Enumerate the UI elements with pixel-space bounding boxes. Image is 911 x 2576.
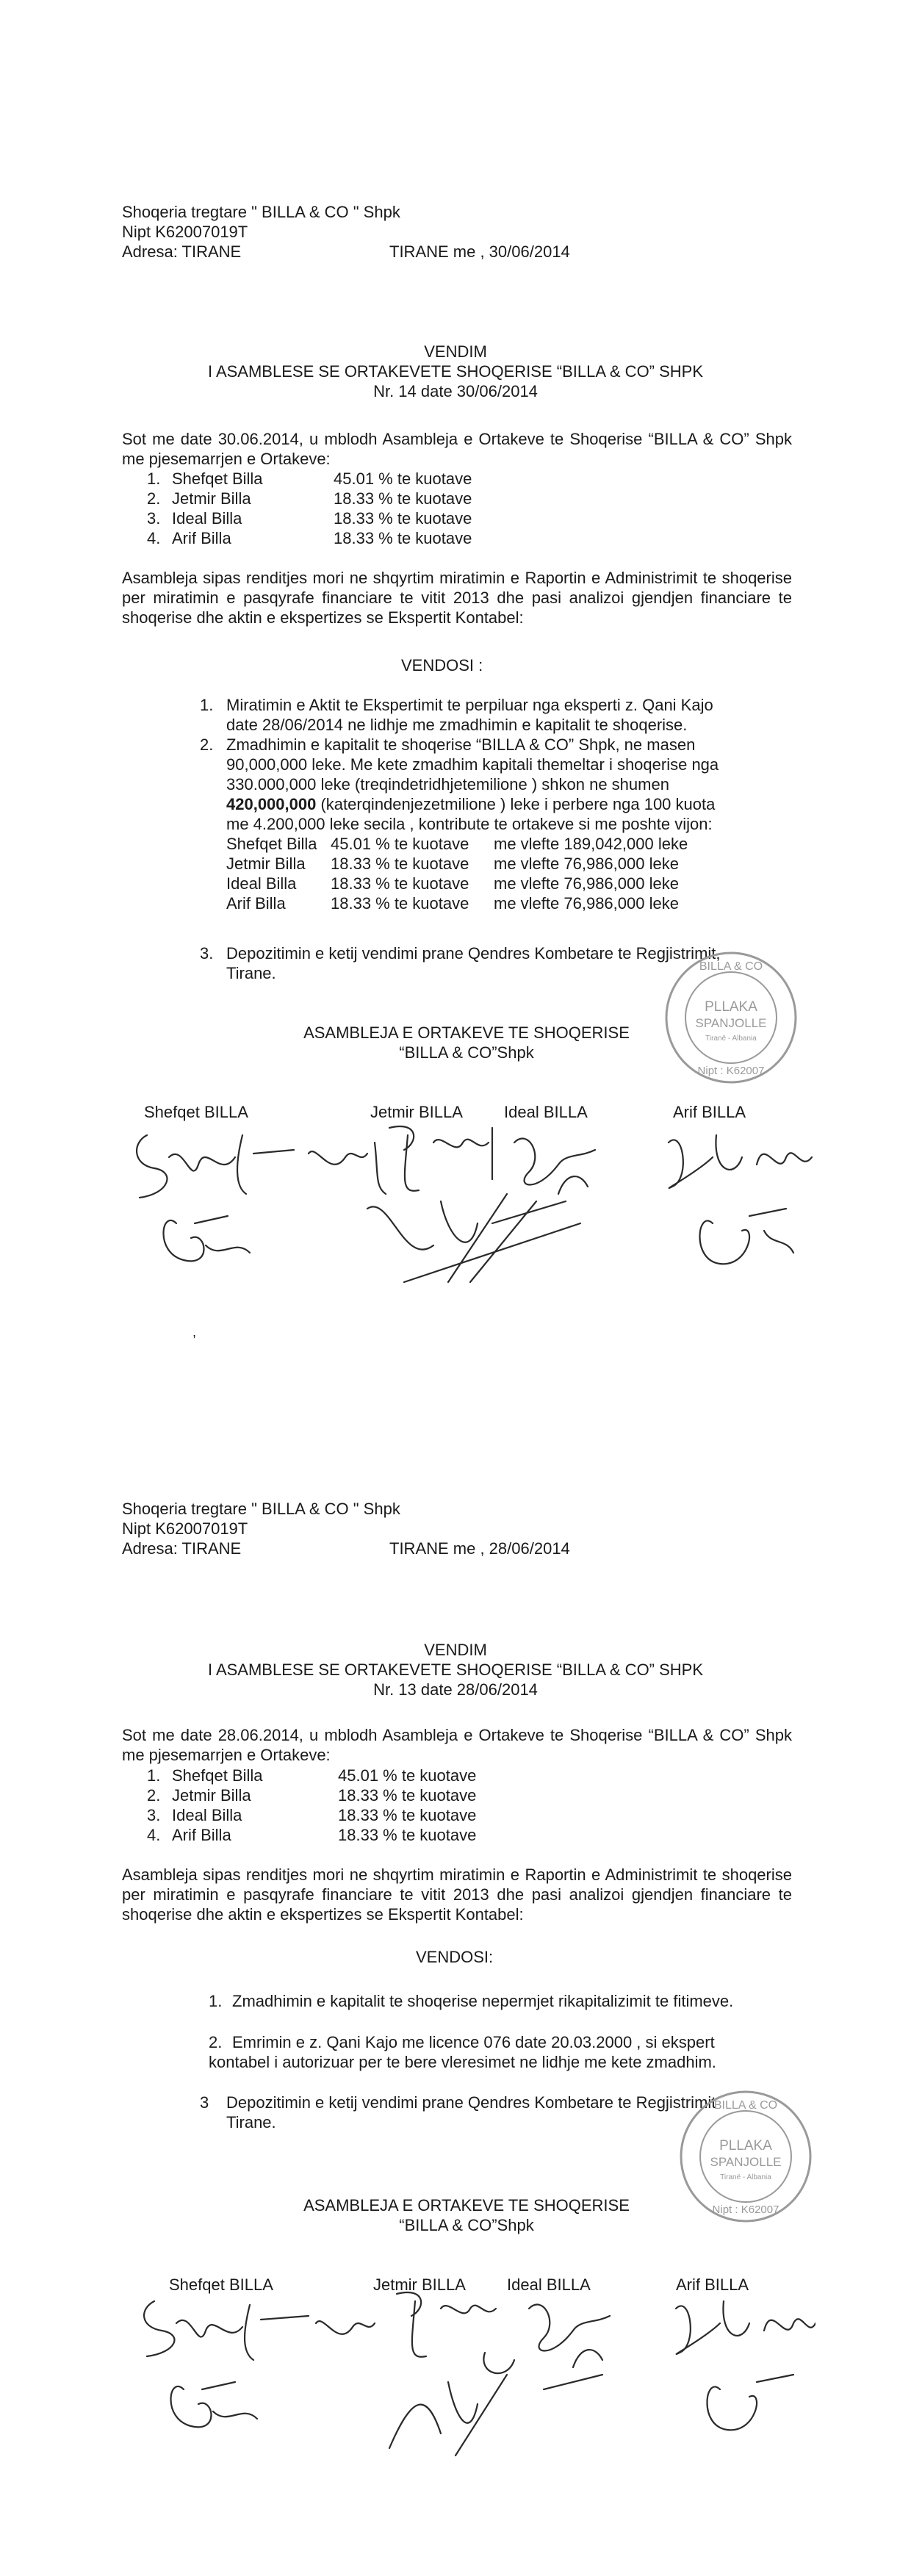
- contributor-share: 18.33 % te kuotave: [331, 894, 469, 913]
- item-number: 3.: [147, 1806, 161, 1824]
- contributor-share: 45.01 % te kuotave: [331, 835, 469, 853]
- contributor-name: Ideal Billa: [226, 874, 297, 893]
- contributor-value: me vlefte 76,986,000 leke: [494, 874, 679, 893]
- place-date: TIRANE me , 30/06/2014: [389, 242, 570, 261]
- stamp-bottom-text: Nipt : K62007: [712, 2203, 779, 2216]
- stray-mark: ,: [192, 1325, 197, 1339]
- contributor-name: Jetmir Billa: [226, 855, 306, 873]
- item-text: (katerqindenjezetmilione ) leke i perbere nga 100 kuota: [316, 795, 716, 813]
- item-number: 2.: [200, 735, 214, 754]
- place-date: TIRANE me , 28/06/2014: [389, 1539, 570, 1558]
- stamp-top-text: BILLA & CO: [713, 2099, 778, 2112]
- partner-share: 18.33 % te kuotave: [334, 489, 472, 508]
- item-number: 2.: [147, 489, 161, 508]
- partner-share: 45.01 % te kuotave: [338, 1766, 477, 1785]
- assembly-company: “BILLA & CO”Shpk: [399, 1043, 534, 1062]
- company-name: Shoqeria tregtare " BILLA & CO " Shpk: [122, 1500, 400, 1518]
- company-nipt: Nipt K62007019T: [122, 1519, 248, 1538]
- item-text: Zmadhimin e kapitalit te shoqerise nepermjet rikapitalizimit te fitimeve.: [232, 1992, 734, 2010]
- title-line-2: I ASAMBLESE SE ORTAKEVETE SHOQERISE “BILLA & CO” SHPK: [207, 1661, 704, 1679]
- decides-heading: VENDOSI:: [416, 1948, 494, 1966]
- partner-share: 18.33 % te kuotave: [334, 529, 472, 547]
- handwritten-signatures: [125, 1113, 815, 1289]
- signer-name: Jetmir BILLA: [373, 2275, 466, 2294]
- company-address: Adresa: TIRANE: [122, 242, 242, 261]
- list-item: [122, 1766, 791, 1785]
- stamp-name-2: SPANJOLLE: [710, 2155, 782, 2169]
- item-text: 90,000,000 leke. Me kete zmadhim kapitali themeltar i shoqerise nga: [226, 755, 719, 774]
- item-number: 2.: [147, 1786, 161, 1805]
- item-text: Depozitimin e ketij vendimi prane Qendres Kombetare te Regjistrimit: [226, 2093, 716, 2112]
- review-paragraph: Asambleja sipas renditjes mori ne shqyrtim miratimin e Raportin e Administrimit te shoqerise per miratimin e pasqyrafe financiare te vitit 2013 dhe pasi analizoi gjendjen financiare te shoqerise dhe aktin e ekspertizes se Ekspertit Kontabel:: [122, 569, 792, 627]
- list-item: [122, 1825, 791, 1845]
- signer-name: Ideal BILLA: [504, 1103, 588, 1121]
- item-text: Depozitimin e ketij vendimi prane Qendres Kombetare te Regjistrimit,: [226, 944, 721, 963]
- decides-heading: VENDOSI :: [401, 656, 483, 674]
- stamp-name-2: SPANJOLLE: [695, 1016, 767, 1030]
- title-line-2: I ASAMBLESE SE ORTAKEVETE SHOQERISE “BILLA & CO” SHPK: [207, 362, 704, 381]
- intro-paragraph: Sot me date 28.06.2014, u mblodh Asambleja e Ortakeve te Shoqerise “BILLA & CO” Shpk me pjesemarrjen e Ortakeve:: [122, 1726, 792, 1764]
- company-stamp: [661, 948, 801, 1087]
- partner-name: Ideal Billa: [172, 1806, 242, 1824]
- document-title: [0, 1640, 911, 1699]
- partners-list: [122, 1766, 791, 1845]
- company-nipt: Nipt K62007019T: [122, 223, 248, 241]
- partner-name: Shefqet Billa: [172, 1766, 263, 1785]
- item-number: 1.: [147, 1766, 161, 1785]
- company-address: Adresa: TIRANE: [122, 1539, 242, 1558]
- item-number: 3.: [200, 944, 214, 963]
- company-stamp: [676, 2087, 815, 2226]
- stamp-name-1: PLLAKA: [719, 2138, 772, 2154]
- item-text: Tirane.: [226, 2113, 276, 2131]
- signer-name: Ideal BILLA: [507, 2275, 591, 2294]
- partner-share: 45.01 % te kuotave: [334, 469, 472, 488]
- item-number: 3.: [147, 509, 161, 528]
- title-line-1: VENDIM: [424, 342, 487, 361]
- item-text: Emrimin e z. Qani Kajo me licence 076 date 20.03.2000 , si ekspert: [232, 2033, 715, 2051]
- assembly-block: [264, 2195, 669, 2235]
- contributor-name: Arif Billa: [226, 894, 286, 913]
- partner-name: Jetmir Billa: [172, 1786, 251, 1805]
- item-text: me 4.200,000 leke secila , kontribute te ortakeve si me poshte vijon:: [226, 815, 713, 833]
- company-name: Shoqeria tregtare " BILLA & CO " Shpk: [122, 203, 400, 221]
- list-item: [122, 508, 791, 528]
- stamp-city: Tiranë - Albania: [720, 2173, 771, 2181]
- item-text: Tirane.: [226, 964, 276, 982]
- intro-paragraph: Sot me date 30.06.2014, u mblodh Asambleja e Ortakeve te Shoqerise “BILLA & CO” Shpk me pjesemarrjen e Ortakeve:: [122, 430, 792, 468]
- contributor-share: 18.33 % te kuotave: [331, 855, 469, 873]
- item-number: 1.: [200, 696, 214, 714]
- assembly-title: ASAMBLEJA E ORTAKEVE TE SHOQERISE: [303, 1023, 630, 1042]
- list-item: [122, 489, 791, 508]
- signer-name: Arif BILLA: [673, 1103, 746, 1121]
- item-number: 1.: [147, 469, 161, 488]
- partner-share: 18.33 % te kuotave: [338, 1806, 477, 1824]
- partner-share: 18.33 % te kuotave: [338, 1826, 477, 1844]
- list-item: [122, 1785, 791, 1805]
- item-number: 2.: [209, 2033, 223, 2051]
- partner-name: Jetmir Billa: [172, 489, 251, 508]
- stamp-top-text: BILLA & CO: [699, 960, 763, 973]
- title-line-3: Nr. 14 date 30/06/2014: [373, 382, 538, 400]
- handwritten-signatures: [132, 2287, 815, 2463]
- contributor-share: 18.33 % te kuotave: [331, 874, 469, 893]
- review-paragraph: Asambleja sipas renditjes mori ne shqyrtim miratimin e Raportin e Administrimit te shoqerise per miratimin e pasqyrafe financiare te vitit 2013 dhe pasi analizoi gjendjen financiare te shoqerise dhe aktin e ekspertizes se Ekspertit Kontabel:: [122, 1866, 792, 1924]
- assembly-company: “BILLA & CO”Shpk: [399, 2216, 534, 2234]
- assembly-title: ASAMBLEJA E ORTAKEVE TE SHOQERISE: [303, 2196, 630, 2215]
- capital-amount: 420,000,000: [226, 795, 317, 813]
- contributor-value: me vlefte 76,986,000 leke: [494, 894, 679, 913]
- contributor-value: me vlefte 189,042,000 leke: [494, 835, 688, 853]
- partner-name: Shefqet Billa: [172, 469, 263, 488]
- signer-name: Shefqet BILLA: [144, 1103, 248, 1121]
- title-line-3: Nr. 13 date 28/06/2014: [373, 1680, 538, 1699]
- signer-name: Arif BILLA: [676, 2275, 749, 2294]
- item-text: kontabel i autorizuar per te bere vleresimet ne lidhje me kete zmadhim.: [209, 2053, 716, 2071]
- partner-share: 18.33 % te kuotave: [338, 1786, 477, 1805]
- list-item: [122, 469, 791, 489]
- item-text: 330.000,000 leke (treqindetridhjetemilione ) shkon ne shumen: [226, 775, 669, 794]
- signer-name: Jetmir BILLA: [370, 1103, 463, 1121]
- contributor-name: Shefqet Billa: [226, 835, 317, 853]
- contributor-value: me vlefte 76,986,000 leke: [494, 855, 679, 873]
- partner-name: Ideal Billa: [172, 509, 242, 528]
- item-number: 3: [200, 2093, 209, 2112]
- list-item: [122, 528, 791, 548]
- partner-name: Arif Billa: [172, 1826, 231, 1844]
- document-title: [0, 342, 911, 401]
- item-number: 4.: [147, 529, 161, 547]
- signer-name: Shefqet BILLA: [169, 2275, 273, 2294]
- item-number: 1.: [209, 1992, 223, 2010]
- stamp-name-1: PLLAKA: [705, 999, 757, 1015]
- list-item: [122, 1805, 791, 1825]
- stamp-bottom-text: Nipt : K62007: [697, 1065, 765, 1077]
- assembly-block: [264, 1023, 669, 1062]
- title-line-1: VENDIM: [424, 1641, 487, 1659]
- item-text: date 28/06/2014 ne lidhje me zmadhimin e kapitalit te shoqerise.: [226, 716, 688, 734]
- partner-share: 18.33 % te kuotave: [334, 509, 472, 528]
- item-text: Zmadhimin e kapitalit te shoqerise “BILLA & CO” Shpk, ne masen: [226, 735, 696, 754]
- partners-list: [122, 469, 791, 548]
- stamp-city: Tiranë - Albania: [705, 1035, 757, 1043]
- item-text: Miratimin e Aktit te Ekspertimit te perpiluar nga eksperti z. Qani Kajo: [226, 696, 713, 714]
- partner-name: Arif Billa: [172, 529, 231, 547]
- item-number: 4.: [147, 1826, 161, 1844]
